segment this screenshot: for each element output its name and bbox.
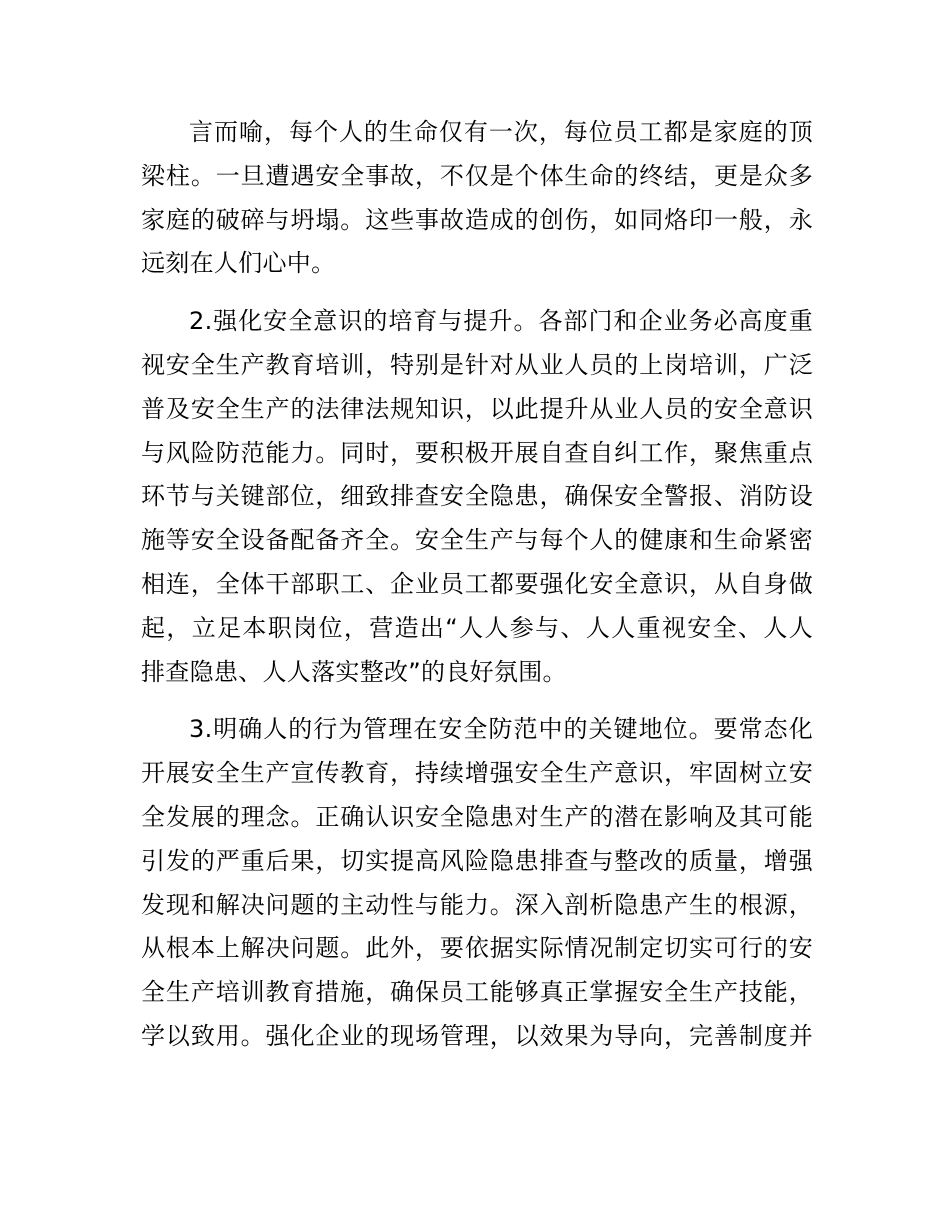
text-line: 全生产培训教育措施，确保员工能够真正掌握安全生产技能， xyxy=(141,978,813,1007)
text-line: 全发展的理念。正确认识安全隐患对生产的潜在影响及其可能 xyxy=(141,802,813,831)
text-line: 环节与关键部位，细致排查安全隐患，确保安全警报、消防设 xyxy=(141,482,813,511)
text-line: 排查隐患、人人落实整改”的良好氛围。 xyxy=(141,657,567,686)
text-line: 与风险防范能力。同时，要积极开展自查自纠工作，聚焦重点 xyxy=(141,438,813,467)
text-line: 开展安全生产宣传教育，持续增强安全生产意识，牢固树立安 xyxy=(141,759,813,788)
text-line: 2.强化安全意识的培育与提升。各部门和企业务必高度重 xyxy=(189,307,813,336)
text-line: 言而喻，每个人的生命仅有一次，每位员工都是家庭的顶 xyxy=(189,118,813,146)
text-line: 起，立足本职岗位，营造出“人人参与、人人重视安全、人人 xyxy=(141,613,813,642)
text-line: 视安全生产教育培训，特别是针对从业人员的上岗培训，广泛 xyxy=(141,350,813,379)
paragraph-1 xyxy=(141,118,813,293)
paragraph-3 xyxy=(141,715,813,1065)
text-line: 从根本上解决问题。此外，要依据实际情况制定切实可行的安 xyxy=(141,934,813,963)
text-line: 相连，全体干部职工、企业员工都要强化安全意识，从自身做 xyxy=(141,569,813,598)
text-line: 施等安全设备配备齐全。安全生产与每个人的健康和生命紧密 xyxy=(141,526,813,555)
document-body xyxy=(141,118,813,1080)
text-line: 远刻在人们心中。 xyxy=(141,249,336,278)
paragraph-2 xyxy=(141,307,813,701)
text-line: 3.明确人的行为管理在安全防范中的关键地位。要常态化 xyxy=(189,715,813,744)
text-line: 引发的严重后果，切实提高风险隐患排查与整改的质量，增强 xyxy=(141,846,813,875)
text-line: 学以致用。强化企业的现场管理，以效果为导向，完善制度并 xyxy=(141,1021,813,1050)
text-line: 普及安全生产的法律法规知识，以此提升从业人员的安全意识 xyxy=(141,394,813,423)
text-line: 家庭的破碎与坍塌。这些事故造成的创伤，如同烙印一般，永 xyxy=(141,205,813,234)
text-line: 发现和解决问题的主动性与能力。深入剖析隐患产生的根源， xyxy=(141,890,813,919)
text-line: 梁柱。一旦遭遇安全事故，不仅是个体生命的终结，更是众多 xyxy=(141,161,813,190)
